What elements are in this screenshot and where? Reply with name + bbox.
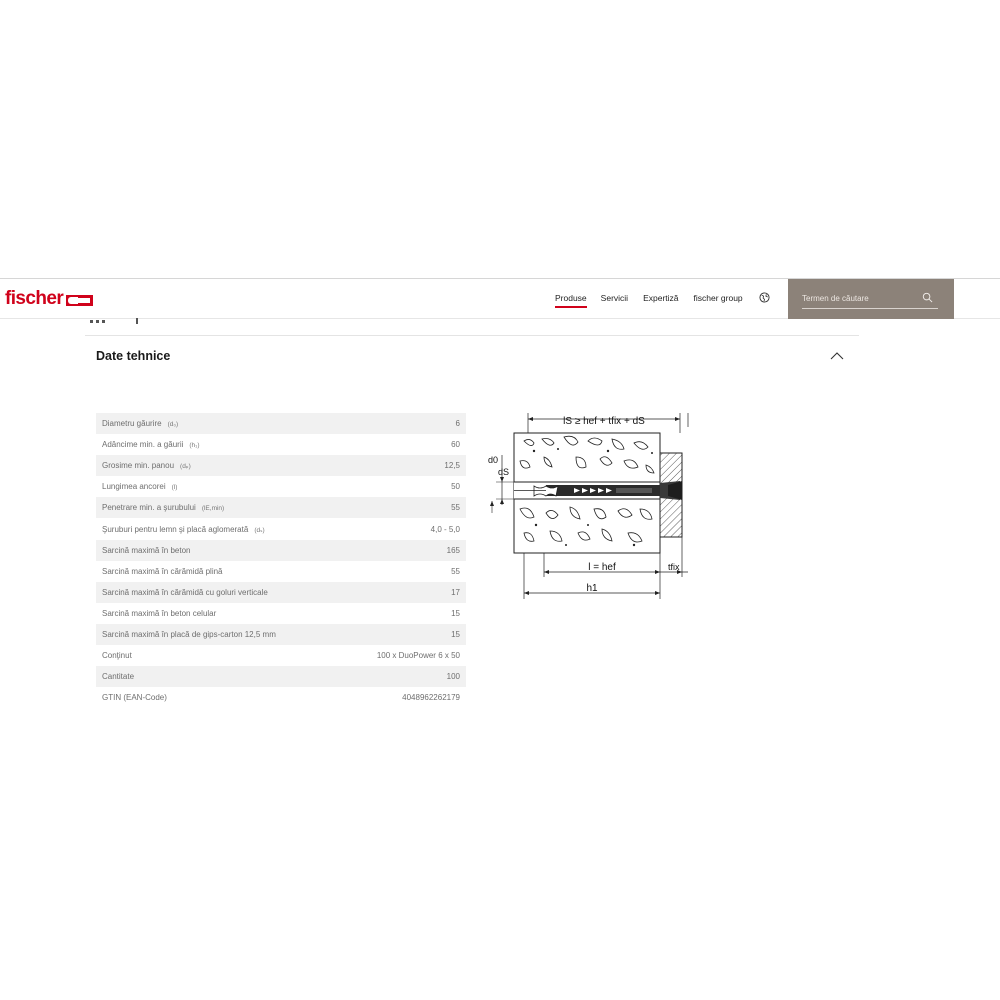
formula-label: lS ≥ hef + tfix + dS bbox=[563, 416, 645, 427]
spec-symbol: (dₛ) bbox=[254, 526, 265, 534]
section-title: Date tehnice bbox=[96, 349, 171, 363]
table-row bbox=[96, 518, 466, 539]
spec-label bbox=[96, 434, 341, 455]
spec-symbol: (h₁) bbox=[189, 442, 200, 450]
spec-label-text: Penetrare min. a şurubului bbox=[102, 503, 196, 513]
table-row bbox=[96, 455, 466, 476]
spec-label bbox=[96, 476, 341, 497]
spec-label-text: Şuruburi pentru lemn şi placă aglomerată bbox=[102, 524, 249, 534]
spec-value: 12,5 bbox=[444, 461, 460, 471]
label-tfix: tfix bbox=[668, 562, 680, 572]
previous-section-remnant bbox=[90, 320, 150, 328]
spec-label bbox=[96, 413, 341, 434]
site-header bbox=[0, 279, 1000, 319]
table-row bbox=[96, 624, 466, 645]
label-l: l = hef bbox=[588, 562, 616, 573]
label-h1: h1 bbox=[586, 583, 598, 594]
globe-icon[interactable] bbox=[759, 292, 770, 303]
spec-symbol: (d₀) bbox=[167, 421, 179, 429]
table-row bbox=[96, 413, 466, 434]
table-row bbox=[96, 434, 466, 455]
spec-value: 4048962262179 bbox=[402, 693, 460, 703]
logo-mark-icon bbox=[66, 295, 93, 306]
nav-item-produse[interactable]: Produse bbox=[555, 293, 587, 303]
table-row bbox=[96, 687, 466, 708]
search-input[interactable] bbox=[802, 291, 938, 309]
table-row bbox=[96, 666, 466, 687]
spec-value: 55 bbox=[451, 503, 460, 513]
spec-label: Sarcină maximă în beton bbox=[102, 545, 191, 555]
section-divider bbox=[85, 335, 859, 336]
label-ds: dS bbox=[498, 467, 510, 477]
spec-symbol: (dₚ) bbox=[180, 463, 191, 471]
spec-value: 60 bbox=[451, 440, 460, 450]
spec-value: 4,0 - 5,0 bbox=[430, 524, 460, 534]
spec-label: Sarcină maximă în cărămidă plină bbox=[102, 566, 223, 576]
table-row bbox=[96, 645, 466, 666]
spec-label bbox=[96, 497, 341, 518]
spec-label bbox=[96, 518, 341, 539]
spec-symbol: (l) bbox=[171, 484, 178, 492]
table-row bbox=[96, 561, 466, 582]
installation-diagram bbox=[484, 405, 694, 603]
spec-value: 17 bbox=[451, 587, 460, 597]
spec-label: GTIN (EAN-Code) bbox=[102, 693, 167, 703]
spec-value: 55 bbox=[451, 566, 460, 576]
nav-item-expertiza[interactable]: Expertiză bbox=[643, 293, 679, 303]
logo-text: fischer bbox=[5, 288, 64, 309]
search-icon[interactable] bbox=[922, 292, 933, 303]
search-panel bbox=[788, 279, 954, 319]
table-row bbox=[96, 476, 466, 497]
spec-value: 15 bbox=[451, 608, 460, 618]
spec-label: Cantitate bbox=[102, 672, 135, 682]
fischer-logo[interactable] bbox=[5, 288, 93, 310]
spec-value: 6 bbox=[455, 419, 460, 429]
technical-data-table bbox=[96, 413, 466, 708]
spec-value: 100 bbox=[446, 672, 460, 682]
main-nav bbox=[555, 293, 743, 303]
spec-label-text: Lungimea ancorei bbox=[102, 482, 166, 492]
table-row bbox=[96, 497, 466, 518]
spec-value: 15 bbox=[451, 629, 460, 639]
chevron-up-icon[interactable] bbox=[830, 351, 844, 360]
spec-label: Sarcină maximă în cărămidă cu goluri verticale bbox=[102, 587, 268, 597]
table-row bbox=[96, 540, 466, 561]
spec-value: 100 x DuoPower 6 x 50 bbox=[376, 651, 460, 661]
nav-item-servicii[interactable]: Servicii bbox=[600, 293, 629, 303]
spec-value: 165 bbox=[446, 545, 460, 555]
table-row bbox=[96, 603, 466, 624]
spec-value: 50 bbox=[451, 482, 460, 492]
spec-label bbox=[96, 455, 341, 476]
spec-label: Sarcină maximă în placă de gips-carton 12,5 mm bbox=[102, 629, 276, 639]
spec-label: Sarcină maximă în beton celular bbox=[102, 608, 217, 618]
spec-label-text: Grosime min. panou bbox=[102, 461, 175, 471]
spec-label: Conţinut bbox=[102, 651, 132, 661]
spec-label-text: Adâncime min. a găurii bbox=[102, 440, 184, 450]
label-d0: d0 bbox=[488, 455, 499, 465]
table-row bbox=[96, 582, 466, 603]
spec-symbol: (lE,min) bbox=[201, 505, 225, 513]
nav-item-fischer-group[interactable]: fischer group bbox=[693, 293, 743, 303]
spec-label-text: Diametru găurire bbox=[102, 419, 162, 429]
